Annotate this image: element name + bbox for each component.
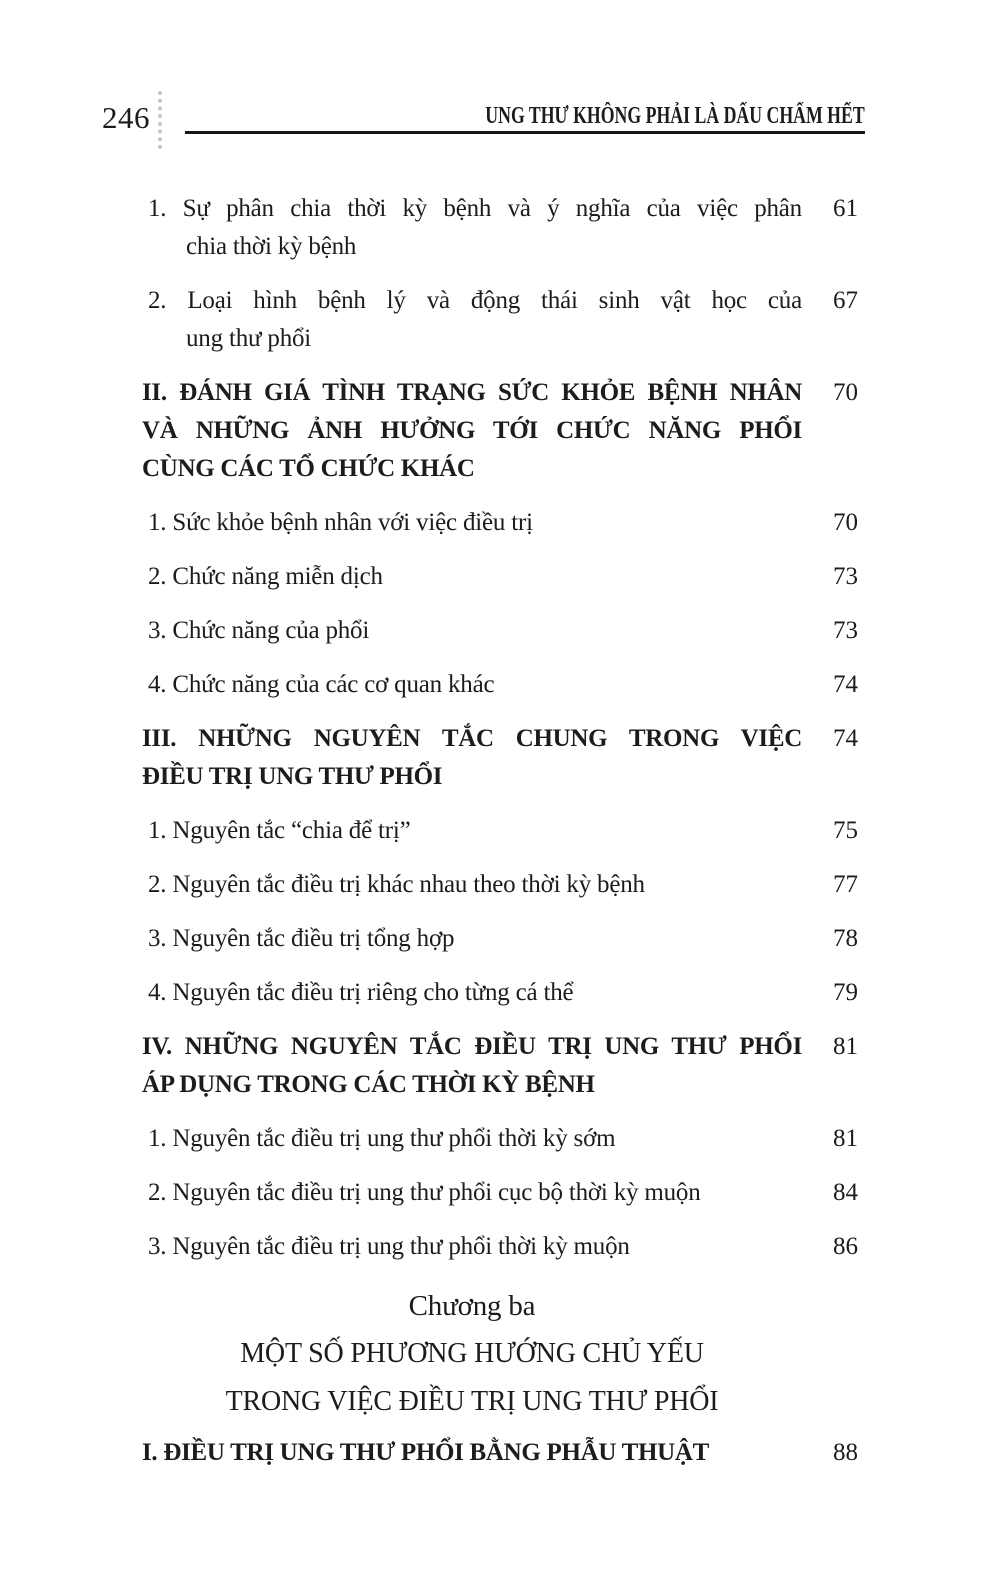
toc-page-number: 81 — [833, 1125, 858, 1152]
toc-entry-text — [142, 558, 802, 596]
toc-entry — [142, 282, 858, 358]
toc-line: 1. Sức khỏe bệnh nhân với việc điều trị — [148, 509, 533, 536]
toc-entry — [142, 1434, 858, 1472]
toc-entry — [142, 812, 858, 850]
toc-line: IV. NHỮNG NGUYÊN TẮC ĐIỀU TRỊ UNG THƯ PHỔI — [142, 1033, 802, 1060]
toc-line: VÀ NHỮNG ẢNH HƯỞNG TỚI CHỨC NĂNG PHỔI — [142, 417, 802, 444]
toc-page-number: 79 — [833, 979, 858, 1006]
toc-entry-text — [142, 1174, 802, 1212]
toc-entry-text — [142, 666, 802, 704]
toc-entry — [142, 504, 858, 542]
toc-page-number: 84 — [833, 1179, 858, 1206]
toc-entry — [142, 666, 858, 704]
chapter-heading — [142, 1282, 858, 1426]
toc-entry-text — [142, 1282, 802, 1426]
toc-page-number: 74 — [833, 725, 858, 752]
toc-entry — [142, 558, 858, 596]
toc-line: chia thời kỳ bệnh — [186, 233, 357, 260]
toc-entry — [142, 920, 858, 958]
toc-line: 3. Nguyên tắc điều trị ung thư phổi thời kỳ muộn — [148, 1233, 630, 1260]
toc-line: 4. Nguyên tắc điều trị riêng cho từng cá thể — [148, 979, 574, 1006]
toc-entry — [142, 1174, 858, 1212]
page-number: 246 — [102, 100, 150, 135]
toc-line: 3. Nguyên tắc điều trị tổng hợp — [148, 925, 455, 952]
toc-page-number: 61 — [833, 195, 858, 222]
toc-entry-text — [142, 974, 802, 1012]
toc-entry — [142, 866, 858, 904]
toc-line: 2. Nguyên tắc điều trị ung thư phổi cục bộ thời kỳ muộn — [148, 1179, 701, 1206]
toc-entry-text — [142, 920, 802, 958]
toc-line: 2. Loại hình bệnh lý và động thái sinh vật học của — [148, 287, 802, 314]
header-dotted-divider — [158, 91, 162, 149]
toc-page-number: 81 — [833, 1033, 858, 1060]
toc-entry-text — [142, 1434, 802, 1472]
running-title: UNG THƯ KHÔNG PHẢI LÀ DẤU CHẤM HẾT — [485, 103, 865, 129]
toc-line: TRONG VIỆC ĐIỀU TRỊ UNG THƯ PHỔI — [225, 1386, 719, 1417]
toc-entry-text — [142, 812, 802, 850]
toc-line: III. NHỮNG NGUYÊN TẮC CHUNG TRONG VIỆC — [142, 725, 802, 752]
toc-entry-text — [142, 612, 802, 650]
toc-entry — [142, 374, 858, 488]
toc-line: 3. Chức năng của phổi — [148, 617, 370, 644]
toc-entry — [142, 1120, 858, 1158]
toc-entry-text — [142, 866, 802, 904]
toc-line: MỘT SỐ PHƯƠNG HƯỚNG CHỦ YẾU — [240, 1338, 704, 1369]
toc-entry-text — [142, 282, 802, 358]
toc-page-number: 70 — [833, 509, 858, 536]
toc-line: 2. Chức năng miễn dịch — [148, 563, 383, 590]
toc-line: II. ĐÁNH GIÁ TÌNH TRẠNG SỨC KHỎE BỆNH NHÂN — [142, 379, 802, 406]
toc-page-number: 73 — [833, 617, 858, 644]
toc-page-number: 88 — [833, 1439, 858, 1466]
header-rule — [185, 131, 865, 134]
table-of-contents — [142, 190, 858, 1488]
toc-entry — [142, 720, 858, 796]
toc-line: Chương ba — [408, 1290, 536, 1322]
toc-page-number: 75 — [833, 817, 858, 844]
toc-entry-text — [142, 1028, 802, 1104]
toc-entry-text — [142, 1120, 802, 1158]
toc-line: I. ĐIỀU TRỊ UNG THƯ PHỔI BẰNG PHẪU THUẬT — [142, 1439, 710, 1466]
toc-line: 2. Nguyên tắc điều trị khác nhau theo thời kỳ bệnh — [148, 871, 645, 898]
toc-page-number: 86 — [833, 1233, 858, 1260]
toc-entry-text — [142, 504, 802, 542]
toc-line: 1. Sự phân chia thời kỳ bệnh và ý nghĩa của việc phân — [148, 195, 802, 222]
toc-page-number: 78 — [833, 925, 858, 952]
toc-entry — [142, 1028, 858, 1104]
toc-page-number: 67 — [833, 287, 858, 314]
toc-entry — [142, 190, 858, 266]
toc-line: ÁP DỤNG TRONG CÁC THỜI KỲ BỆNH — [142, 1071, 595, 1098]
toc-line: CÙNG CÁC TỔ CHỨC KHÁC — [142, 455, 475, 482]
toc-entry — [142, 1228, 858, 1266]
toc-entry-text — [142, 190, 802, 266]
toc-page-number: 73 — [833, 563, 858, 590]
toc-entry-text — [142, 374, 802, 488]
toc-line: 4. Chức năng của các cơ quan khác — [148, 671, 495, 698]
toc-page-number: 70 — [833, 379, 858, 406]
toc-line: 1. Nguyên tắc “chia để trị” — [148, 817, 411, 844]
toc-line: ung thư phổi — [186, 325, 312, 352]
toc-entry-text — [142, 720, 802, 796]
toc-entry — [142, 974, 858, 1012]
toc-line: 1. Nguyên tắc điều trị ung thư phổi thời kỳ sớm — [148, 1125, 616, 1152]
toc-entry-text — [142, 1228, 802, 1266]
toc-line: ĐIỀU TRỊ UNG THƯ PHỔI — [142, 763, 443, 790]
toc-page-number: 74 — [833, 671, 858, 698]
toc-entry — [142, 612, 858, 650]
toc-page-number: 77 — [833, 871, 858, 898]
